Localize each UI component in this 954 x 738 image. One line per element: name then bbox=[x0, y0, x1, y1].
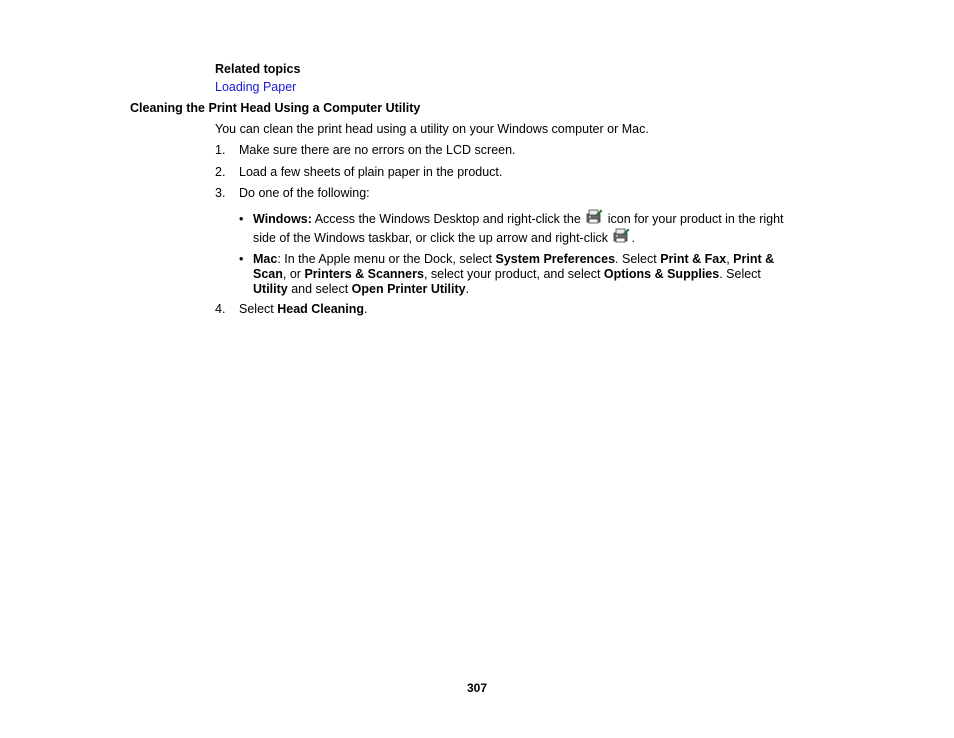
mac-bullet: • bbox=[239, 252, 244, 266]
mac-text-7: and select bbox=[287, 282, 352, 296]
page-number: 307 bbox=[466, 681, 488, 695]
step-2-text: Load a few sheets of plain paper in the product. bbox=[239, 165, 503, 179]
mac-text-3: , bbox=[726, 252, 734, 266]
windows-label: Windows: bbox=[253, 212, 312, 226]
windows-paragraph bbox=[253, 208, 823, 246]
mac-paragraph bbox=[253, 252, 823, 297]
section-title: Cleaning the Print Head Using a Computer Utility bbox=[130, 101, 421, 115]
mac-text-5: , select your product, and select bbox=[423, 267, 604, 281]
mac-text-8: . bbox=[465, 282, 470, 296]
mac-text-4: , or bbox=[282, 267, 305, 281]
loading-paper-link[interactable]: Loading Paper bbox=[215, 80, 297, 94]
step-1-number: 1. bbox=[215, 143, 226, 157]
intro-text: You can clean the print head using a utility on your Windows computer or Mac. bbox=[215, 122, 649, 136]
mac-text-6: . Select bbox=[719, 267, 761, 281]
open-printer-utility-label: Open Printer Utility bbox=[351, 282, 466, 296]
windows-bullet: • bbox=[239, 212, 244, 226]
step-4-text bbox=[239, 302, 368, 316]
step-4-post: . bbox=[364, 302, 368, 316]
step-1-text: Make sure there are no errors on the LCD screen. bbox=[239, 143, 516, 157]
related-topics-heading: Related topics bbox=[215, 62, 301, 76]
step-4-number: 4. bbox=[215, 302, 226, 316]
mac-text-1: : In the Apple menu or the Dock, select bbox=[277, 252, 496, 266]
print-scan-label-a: Print & bbox=[733, 252, 775, 266]
windows-text-1: Access the Windows Desktop and right-click the bbox=[311, 212, 585, 226]
printer-utility-icon bbox=[612, 227, 630, 245]
printers-scanners-label: Printers & Scanners bbox=[304, 267, 424, 281]
options-supplies-label: Options & Supplies bbox=[603, 267, 720, 281]
windows-text-3: side of the Windows taskbar, or click the up arrow and right-click bbox=[253, 231, 612, 245]
windows-text-2: icon for your product in the right bbox=[604, 212, 784, 226]
system-preferences-label: System Preferences bbox=[495, 252, 616, 266]
step-3-number: 3. bbox=[215, 186, 226, 200]
print-fax-label: Print & Fax bbox=[660, 252, 727, 266]
mac-text-2: . Select bbox=[615, 252, 661, 266]
utility-label: Utility bbox=[253, 282, 288, 296]
step-4-pre: Select bbox=[239, 302, 278, 316]
head-cleaning-label: Head Cleaning bbox=[277, 302, 365, 316]
printer-utility-icon bbox=[585, 208, 603, 226]
windows-text-4: . bbox=[631, 231, 635, 245]
print-scan-label-b: Scan bbox=[253, 267, 283, 281]
step-3-text: Do one of the following: bbox=[239, 186, 370, 200]
mac-label: Mac bbox=[253, 252, 278, 266]
step-2-number: 2. bbox=[215, 165, 226, 179]
